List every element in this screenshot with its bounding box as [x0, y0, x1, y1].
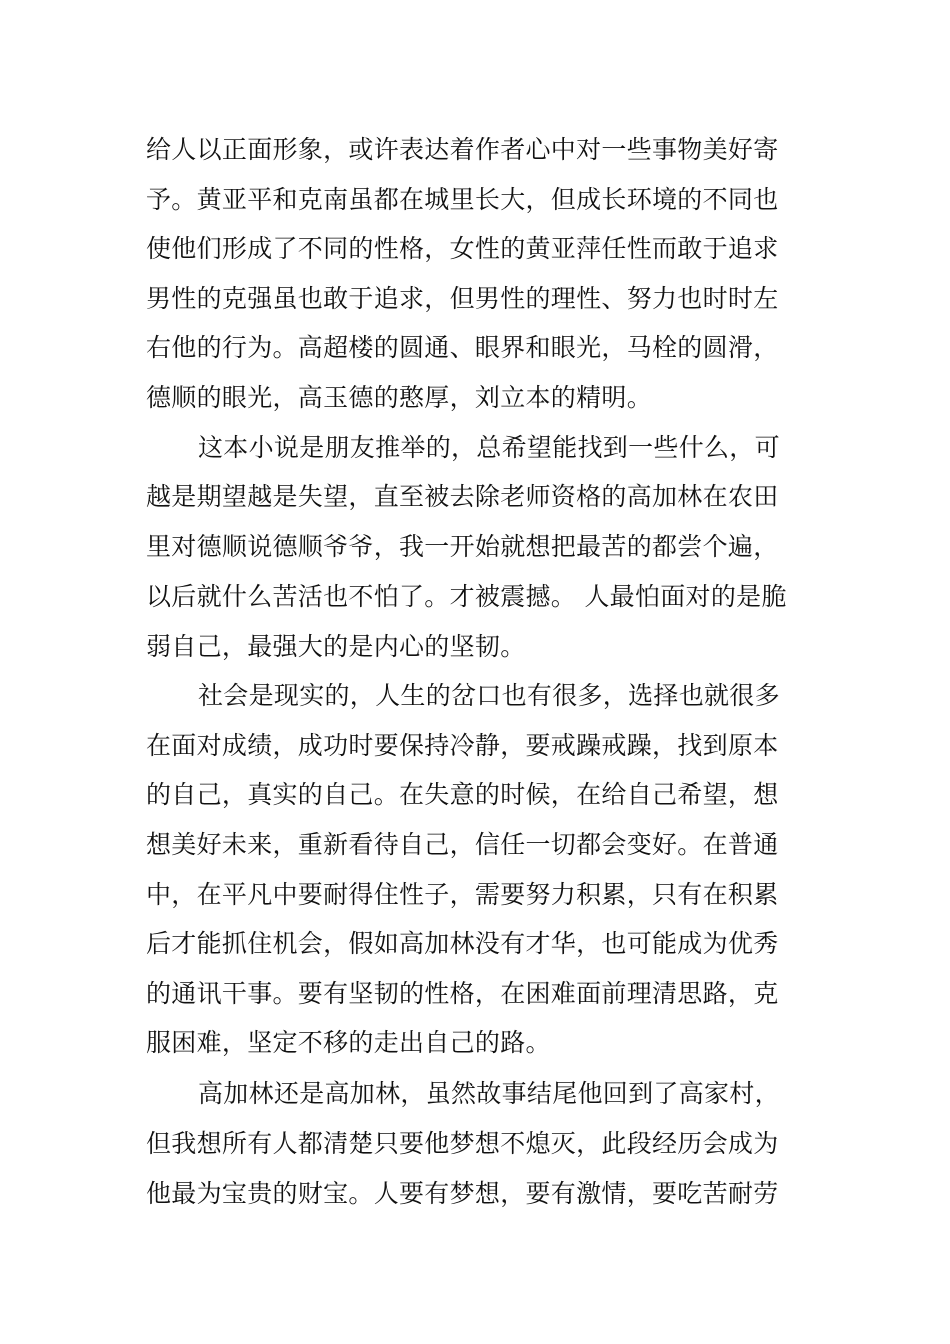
text-line: 右他的行为。高超楼的圆通、眼界和眼光，马栓的圆滑， [146, 333, 779, 362]
text-line: 德顺的眼光，高玉德的憨厚，刘立本的精明。 [146, 383, 653, 412]
text-line: 但我想所有人都清楚只要他梦想不熄灭，此段经历会成为 [146, 1129, 779, 1158]
text-line: 的通讯干事。要有坚韧的性格，在困难面前理清思路，克 [146, 979, 779, 1008]
text-line: 使他们形成了不同的性格，女性的黄亚萍任性而敢于追求 [146, 234, 779, 263]
paragraph-first-line: 高加林还是高加林，虽然故事结尾他回到了高家村， [198, 1079, 780, 1108]
text-line: 弱自己，最强大的是内心的坚韧。 [146, 632, 526, 661]
text-line: 后才能抓住机会，假如高加林没有才华，也可能成为优秀 [146, 929, 779, 958]
text-line: 以后就什么苦活也不怕了。才被震撼。 人最怕面对的是脆 [146, 582, 787, 611]
text-line: 他最为宝贵的财宝。人要有梦想，要有激情，要吃苦耐劳 [146, 1179, 779, 1208]
text-line: 里对德顺说德顺爷爷，我一开始就想把最苦的都尝个遍， [146, 532, 779, 561]
text-line: 在面对成绩，成功时要保持冷静，要戒躁戒躁，找到原本 [146, 731, 779, 760]
text-line: 的自己，真实的自己。在失意的时候，在给自己希望，想 [146, 780, 779, 809]
text-line: 中，在平凡中要耐得住性子，需要努力积累，只有在积累 [146, 880, 779, 909]
text-line: 越是期望越是失望，直至被去除老师资格的高加林在农田 [146, 482, 779, 511]
text-line: 予。黄亚平和克南虽都在城里长大，但成长环境的不同也 [146, 185, 779, 214]
paragraph-first-line: 这本小说是朋友推举的，总希望能找到一些什么，可 [198, 433, 780, 462]
paragraph-first-line: 社会是现实的，人生的岔口也有很多，选择也就很多 [198, 681, 780, 710]
text-line: 给人以正面形象，或许表达着作者心中对一些事物美好寄 [146, 135, 779, 164]
text-line: 男性的克强虽也敢于追求，但男性的理性、努力也时时左 [146, 284, 779, 313]
text-line: 想美好未来，重新看待自己，信任一切都会变好。在普通 [146, 830, 779, 859]
text-line: 服困难，坚定不移的走出自己的路。 [146, 1028, 551, 1057]
